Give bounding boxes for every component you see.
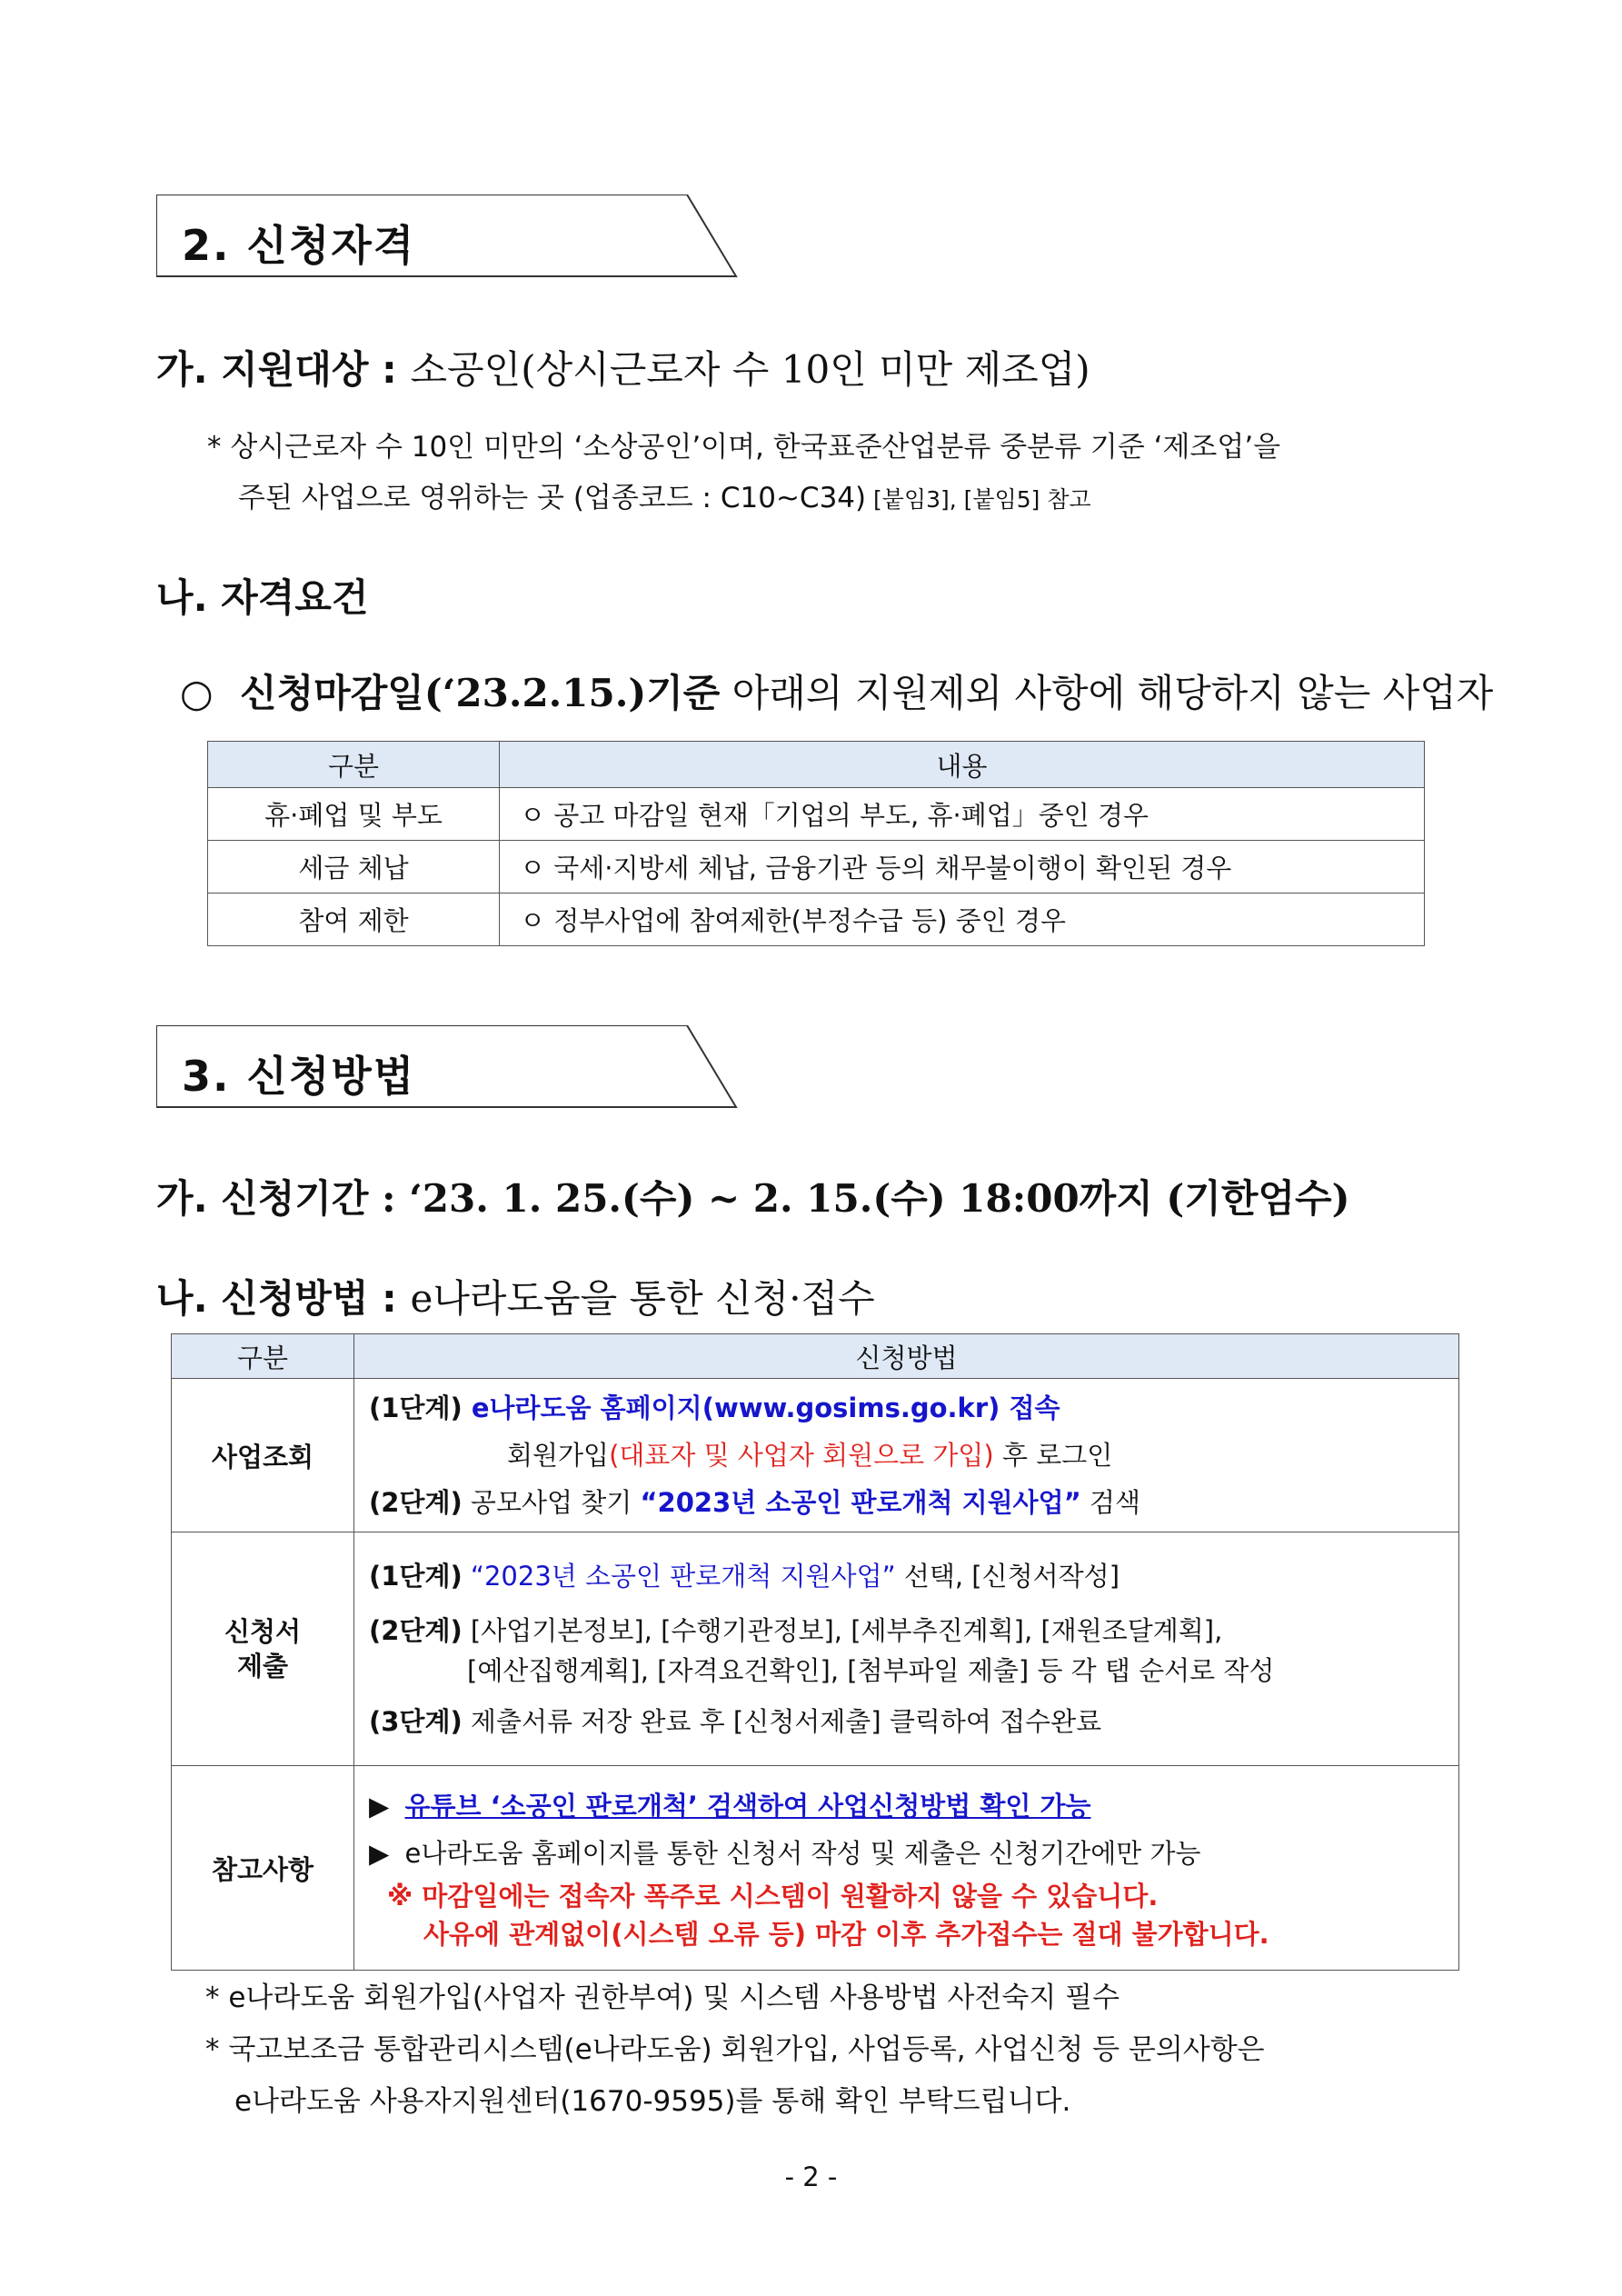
eligibility-note-line1: * 상시근로자 수 10인 미만의 ‘소상공인’이며, 한국표준산업분류 중분류 기준 ‘제조업’을 bbox=[207, 431, 1281, 464]
table-header-row bbox=[172, 1334, 1459, 1379]
youtube-search-link[interactable]: 유튜브 ‘소공인 판로개척’ 검색하여 사업신청방법 확인 가능 bbox=[404, 1791, 1091, 1822]
footnote-2-line2: e나라도움 사용자지원센터(1670-9595)를 통해 확인 부탁드립니다. bbox=[234, 2085, 1071, 2118]
row-content: ㅇ 공고 마감일 현재「기업의 부도, 휴·폐업」중인 경우 bbox=[500, 788, 1425, 841]
exclusion-table bbox=[207, 741, 1425, 946]
note-item bbox=[369, 1782, 1458, 1830]
row-content bbox=[354, 1766, 1459, 1971]
row-category: 신청서 제출 bbox=[172, 1532, 354, 1766]
circle-bullet: ○ bbox=[180, 671, 214, 715]
row-category: 참여 제한 bbox=[208, 893, 500, 946]
step-line: (3단계) 제출서류 저장 완료 후 [신청서제출] 클릭하여 접수완료 bbox=[369, 1706, 1102, 1737]
row-category: 참고사항 bbox=[172, 1766, 354, 1971]
section-2-header bbox=[156, 195, 738, 278]
step-line: [예산집행계획], [자격요건확인], [첨부파일 제출] 등 각 탭 순서로 작성 bbox=[467, 1655, 1275, 1686]
arrow-icon: ▶ bbox=[369, 1791, 390, 1822]
section-3-header bbox=[156, 1025, 738, 1109]
table-row bbox=[208, 893, 1425, 946]
step-line: (1단계) e나라도움 홈페이지(www.gosims.go.kr) 접속 bbox=[369, 1393, 1060, 1423]
table-header-row bbox=[208, 742, 1425, 788]
criteria-deadline: 신청마감일(‘23.2.15.)기준 bbox=[240, 671, 721, 715]
step-line: 회원가입(대표자 및 사업자 회원으로 가입) 후 로그인 bbox=[507, 1440, 1113, 1471]
step-line: (2단계) 공모사업 찾기 “2023년 소공인 판로개척 지원사업” 검색 bbox=[369, 1487, 1141, 1518]
column-header: 구분 bbox=[172, 1334, 354, 1379]
requirements-heading: 나. 자격요건 bbox=[156, 575, 369, 620]
row-category: 사업조회 bbox=[172, 1379, 354, 1532]
criteria-line bbox=[180, 664, 1493, 718]
table-row bbox=[208, 841, 1425, 893]
application-method-table bbox=[171, 1333, 1459, 1971]
warning-line1: ※ 마감일에는 접속자 폭주로 시스템이 원활하지 않을 수 있습니다. bbox=[387, 1881, 1159, 1912]
page-number: - 2 - bbox=[784, 2161, 838, 2192]
criteria-text: 아래의 지원제외 사항에 해당하지 않는 사업자 bbox=[720, 671, 1494, 715]
attachment-refs: [붙임3], [붙임5] 참고 bbox=[866, 486, 1091, 513]
row-content: ㅇ 국세·지방세 체납, 금융기관 등의 채무불이행이 확인된 경우 bbox=[500, 841, 1425, 893]
row-category: 휴·폐업 및 부도 bbox=[208, 788, 500, 841]
row-category: 세금 체납 bbox=[208, 841, 500, 893]
column-header: 신청방법 bbox=[354, 1334, 1459, 1379]
row-content bbox=[354, 1379, 1459, 1532]
row-content bbox=[354, 1532, 1459, 1766]
column-header: 내용 bbox=[500, 742, 1425, 788]
application-period-value: : ‘23. 1. 25.(수) ~ 2. 15.(수) 18:00까지 (기한엄수) bbox=[368, 1176, 1350, 1221]
footnote-1: * e나라도움 회원가입(사업자 권한부여) 및 시스템 사용방법 사전숙지 필수 bbox=[205, 1982, 1120, 2014]
table-row bbox=[172, 1766, 1459, 1971]
support-target-label: 가. 지원대상 bbox=[156, 347, 369, 392]
homepage-link-text: e나라도움 홈페이지(www.gosims.go.kr) 접속 bbox=[462, 1393, 1060, 1423]
step-line: (1단계) “2023년 소공인 판로개척 지원사업” 선택, [신청서작성] bbox=[369, 1561, 1120, 1592]
row-content: ㅇ 정부사업에 참여제한(부정수급 등) 중인 경우 bbox=[500, 893, 1425, 946]
eligibility-note-line2: 주된 사업으로 영위하는 곳 (업종코드 : C10∼C34) [붙임3], [붙임5] 참고 bbox=[238, 482, 1091, 514]
arrow-icon: ▶ bbox=[369, 1838, 390, 1869]
support-target-value: 소공인(상시근로자 수 10인 미만 제조업) bbox=[410, 347, 1090, 392]
note-item: ▶ e나라도움 홈페이지를 통한 신청서 작성 및 제출은 신청기간에만 가능 bbox=[369, 1838, 1201, 1869]
section-2-title: 2. 신청자격 bbox=[182, 221, 416, 270]
table-row bbox=[208, 788, 1425, 841]
step-line: (2단계) [사업기본정보], [수행기관정보], [세부추진계획], [재원조달계획], bbox=[369, 1615, 1223, 1646]
section-3-title: 3. 신청방법 bbox=[182, 1052, 416, 1101]
footnote-2-line1: * 국고보조금 통합관리시스템(e나라도움) 회원가입, 사업등록, 사업신청 등 문의사항은 bbox=[205, 2033, 1265, 2066]
warning-line2: 사유에 관계없이(시스템 오류 등) 마감 이후 추가접수는 절대 불가합니다. bbox=[423, 1919, 1269, 1950]
table-row bbox=[172, 1532, 1459, 1766]
table-row bbox=[172, 1379, 1459, 1532]
application-method-heading: 나. 신청방법 : e나라도움을 통한 신청·접수 bbox=[156, 1276, 875, 1321]
column-header: 구분 bbox=[208, 742, 500, 788]
support-target-heading: 가. 지원대상 : 소공인(상시근로자 수 10인 미만 제조업) bbox=[156, 347, 1090, 392]
application-method-value: e나라도움을 통한 신청·접수 bbox=[410, 1276, 875, 1321]
application-period-heading: 가. 신청기간 : ‘23. 1. 25.(수) ~ 2. 15.(수) 18:00까지 (기한엄수) bbox=[156, 1176, 1350, 1221]
